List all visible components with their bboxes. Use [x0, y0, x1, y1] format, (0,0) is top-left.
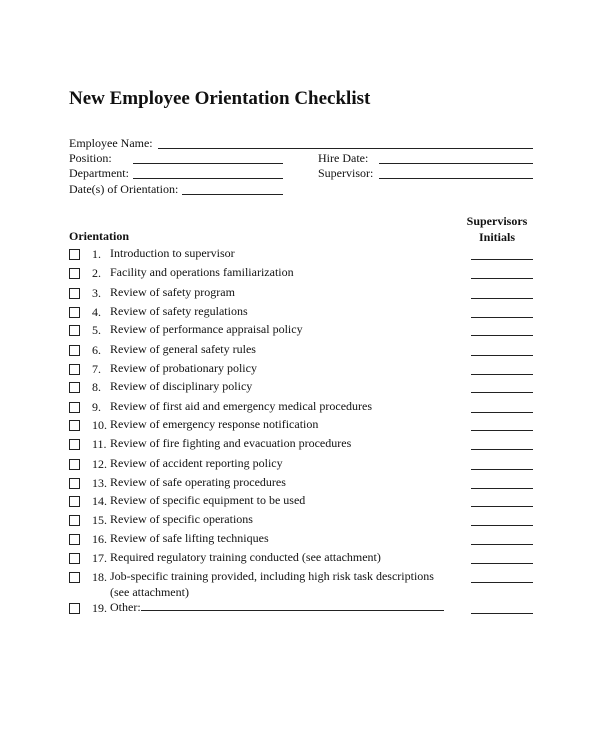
position-label: Position: — [69, 151, 112, 165]
item-text-line: Review of performance appraisal policy — [110, 322, 303, 336]
item-text — [110, 511, 253, 527]
supervisor-initials-line[interactable] — [471, 582, 533, 583]
item-checkbox[interactable] — [69, 603, 80, 614]
item-checkbox[interactable] — [69, 249, 80, 260]
item-text-line: Job-specific training provided, including high risk task descriptions — [110, 569, 434, 583]
item-number: 6. — [92, 343, 101, 357]
supervisor-initials-line[interactable] — [471, 412, 533, 413]
employee-name-label: Employee Name: — [69, 136, 153, 150]
supervisor-initials-line[interactable] — [471, 506, 533, 507]
item-text — [110, 492, 305, 508]
item-checkbox[interactable] — [69, 382, 80, 393]
supervisor-initials-line[interactable] — [471, 355, 533, 356]
supervisor-initials-line[interactable] — [471, 259, 533, 260]
supervisor-initials-line[interactable] — [471, 392, 533, 393]
item-number: 9. — [92, 400, 101, 414]
department-label: Department: — [69, 166, 129, 180]
other-write-in-field[interactable] — [141, 610, 444, 611]
supervisor-initials-line[interactable] — [471, 374, 533, 375]
item-text — [110, 599, 141, 615]
item-number: 5. — [92, 323, 101, 337]
item-number: 8. — [92, 380, 101, 394]
item-text-line: Review of safety regulations — [110, 304, 248, 318]
item-text-line: Review of safety program — [110, 285, 235, 299]
item-number: 15. — [92, 513, 107, 527]
initials-header-line1: Supervisors — [466, 214, 528, 228]
item-checkbox[interactable] — [69, 325, 80, 336]
item-text — [110, 341, 256, 357]
item-number: 4. — [92, 305, 101, 319]
item-checkbox[interactable] — [69, 420, 80, 431]
item-checkbox[interactable] — [69, 345, 80, 356]
item-text — [110, 416, 318, 432]
item-checkbox[interactable] — [69, 478, 80, 489]
item-number: 7. — [92, 362, 101, 376]
supervisor-label: Supervisor: — [318, 166, 374, 180]
item-number: 10. — [92, 418, 107, 432]
supervisor-initials-line[interactable] — [471, 563, 533, 564]
item-checkbox[interactable] — [69, 534, 80, 545]
item-number: 18. — [92, 570, 107, 584]
item-number: 3. — [92, 286, 101, 300]
item-text — [110, 321, 303, 337]
item-text-line: Review of accident reporting policy — [110, 456, 283, 470]
item-text-line: Review of probationary policy — [110, 361, 257, 375]
section-header-orientation: Orientation — [69, 229, 129, 243]
item-text — [110, 303, 248, 319]
item-text-line: Review of fire fighting and evacuation procedures — [110, 436, 352, 450]
item-text-line: (see attachment) — [110, 585, 189, 599]
page-title: New Employee Orientation Checklist — [69, 88, 371, 109]
supervisor-initials-line[interactable] — [471, 317, 533, 318]
item-text-line: Review of specific equipment to be used — [110, 493, 306, 507]
item-text — [110, 264, 294, 280]
item-text — [110, 245, 235, 261]
item-number: 13. — [92, 476, 107, 490]
item-number: 16. — [92, 532, 107, 546]
item-checkbox[interactable] — [69, 268, 80, 279]
item-checkbox[interactable] — [69, 288, 80, 299]
item-text — [110, 549, 381, 565]
item-text-line: Facility and operations familiarization — [110, 265, 294, 279]
item-text — [110, 474, 286, 490]
item-checkbox[interactable] — [69, 307, 80, 318]
item-text — [110, 568, 434, 600]
item-text — [110, 284, 235, 300]
supervisor-initials-line[interactable] — [471, 469, 533, 470]
supervisor-initials-line[interactable] — [471, 430, 533, 431]
item-text-line: Review of first aid and emergency medical procedures — [110, 399, 373, 413]
item-number: 19. — [92, 601, 107, 615]
dates-of-orientation-label: Date(s) of Orientation: — [69, 182, 179, 196]
hire-date-label: Hire Date: — [318, 151, 369, 165]
item-text-line: Review of safe operating procedures — [110, 475, 286, 489]
item-text — [110, 398, 372, 414]
item-checkbox[interactable] — [69, 439, 80, 450]
item-number: 12. — [92, 457, 107, 471]
item-text — [110, 530, 269, 546]
item-text-line: Review of emergency response notification — [110, 417, 319, 431]
supervisor-initials-line[interactable] — [471, 298, 533, 299]
item-checkbox[interactable] — [69, 496, 80, 507]
item-checkbox[interactable] — [69, 459, 80, 470]
item-text — [110, 435, 351, 451]
item-text — [110, 360, 257, 376]
initials-header-line2: Initials — [478, 230, 515, 244]
item-text-line: Introduction to supervisor — [110, 246, 235, 260]
supervisor-initials-line[interactable] — [471, 488, 533, 489]
item-checkbox[interactable] — [69, 553, 80, 564]
item-text — [110, 378, 252, 394]
item-checkbox[interactable] — [69, 572, 80, 583]
supervisor-initials-line[interactable] — [471, 335, 533, 336]
supervisor-initials-line[interactable] — [471, 544, 533, 545]
item-text-line: Required regulatory training conducted (see attachment) — [110, 550, 381, 564]
item-number: 2. — [92, 266, 101, 280]
item-number: 11. — [92, 437, 107, 451]
item-checkbox[interactable] — [69, 364, 80, 375]
supervisor-initials-line[interactable] — [471, 613, 533, 614]
item-text-line: Other: — [110, 600, 141, 614]
item-number: 1. — [92, 247, 101, 261]
item-text-line: Review of specific operations — [110, 512, 253, 526]
item-number: 17. — [92, 551, 107, 565]
item-text — [110, 455, 283, 471]
supervisor-initials-line[interactable] — [471, 449, 533, 450]
item-checkbox[interactable] — [69, 402, 80, 413]
item-text-line: Review of general safety rules — [110, 342, 256, 356]
item-text-line: Review of safe lifting techniques — [110, 531, 269, 545]
supervisor-initials-line[interactable] — [471, 525, 533, 526]
item-number: 14. — [92, 494, 107, 508]
item-text-line: Review of disciplinary policy — [110, 379, 253, 393]
item-checkbox[interactable] — [69, 515, 80, 526]
supervisor-initials-line[interactable] — [471, 278, 533, 279]
